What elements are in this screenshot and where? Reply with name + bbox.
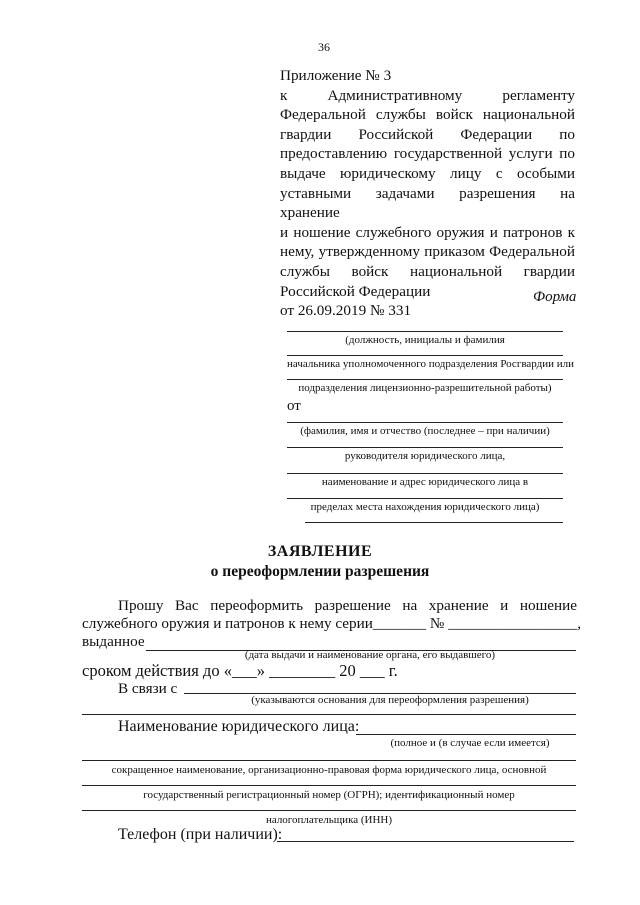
appendix-line: и ношение служебного оружия и патронов к — [280, 223, 575, 241]
validity-text: сроком действия до «___» ________ 20 ___ г. — [82, 661, 398, 680]
addressee-line[interactable] — [287, 379, 563, 380]
form-label: Форма — [533, 289, 577, 305]
request-text-series: служебного оружия и патронов к нему серии_______ № _________________, — [82, 615, 582, 632]
addressee-line[interactable] — [287, 331, 563, 332]
page-number: 36 — [318, 40, 330, 54]
org-name-line[interactable] — [82, 810, 576, 811]
document-subtitle: о переоформлении разрешения — [210, 563, 430, 580]
appendix-block — [280, 66, 575, 321]
applicant-caption: пределах места нахождения юридического лица) — [310, 501, 540, 513]
document-title: ЗАЯВЛЕНИЕ — [267, 543, 373, 560]
appendix-line: нему, утвержденному приказом Федеральной — [280, 243, 575, 261]
reason-label: В связи с — [118, 680, 178, 697]
org-name-caption: государственный регистрационный номер (ОГРН); идентификационный номер — [143, 789, 515, 801]
appendix-line: уставными задачами разрешения на хранение — [280, 184, 575, 222]
reason-caption: (указываются основания для переоформления разрешения) — [251, 694, 529, 706]
applicant-caption: (фамилия, имя и отчество (последнее – при наличии) — [300, 425, 550, 437]
addressee-caption: подразделения лицензионно-разрешительной работы) — [298, 382, 552, 394]
applicant-line[interactable] — [287, 473, 563, 474]
org-name-line[interactable] — [356, 734, 576, 735]
appendix-line: гвардии Российской Федерации по — [280, 125, 575, 143]
appendix-line: предоставлению государственной услуги по — [280, 145, 575, 163]
issued-caption: (дата выдачи и наименование органа, его выдавшего) — [244, 649, 496, 661]
from-label: от — [287, 398, 301, 414]
appendix-line: к Административному регламенту — [280, 86, 575, 104]
org-name-line[interactable] — [82, 785, 576, 786]
applicant-caption: наименование и адрес юридического лица в — [321, 476, 529, 488]
org-name-caption: сокращенное наименование, организационно-правовая форма юридического лица, основной — [111, 764, 547, 776]
appendix-line: выдаче юридическому лицу с особыми — [280, 164, 575, 182]
appendix-title: Приложение № 3 — [280, 67, 392, 84]
org-name-caption: (полное и (в случае если имеется) — [390, 737, 550, 749]
addressee-line[interactable] — [287, 355, 563, 356]
phone-line[interactable] — [277, 841, 574, 842]
reason-line[interactable] — [82, 714, 576, 715]
org-name-caption: налогоплательщика (ИНН) — [265, 814, 393, 826]
appendix-line: Российской Федерации — [280, 282, 431, 300]
org-name-label: Наименование юридического лица: — [118, 718, 360, 735]
org-name-line[interactable] — [82, 760, 576, 761]
appendix-date: от 26.09.2019 № 331 — [280, 302, 412, 320]
addressee-caption: начальника уполномоченного подразделения Росгвардии или — [287, 358, 574, 370]
addressee-caption: (должность, инициалы и фамилия — [345, 334, 505, 346]
issued-label: выданное — [82, 633, 145, 650]
appendix-line: службы войск национальной гвардии — [280, 262, 575, 280]
appendix-line: Федеральной службы войск национальной — [280, 106, 575, 124]
applicant-caption: руководителя юридического лица, — [344, 450, 506, 462]
applicant-line[interactable] — [305, 522, 563, 523]
request-text: Прошу Вас переоформить разрешение на хранение и ношение — [118, 597, 577, 614]
applicant-line[interactable] — [287, 422, 563, 423]
applicant-line[interactable] — [287, 447, 563, 448]
applicant-line[interactable] — [287, 498, 563, 499]
phone-label: Телефон (при наличии): — [118, 826, 283, 843]
